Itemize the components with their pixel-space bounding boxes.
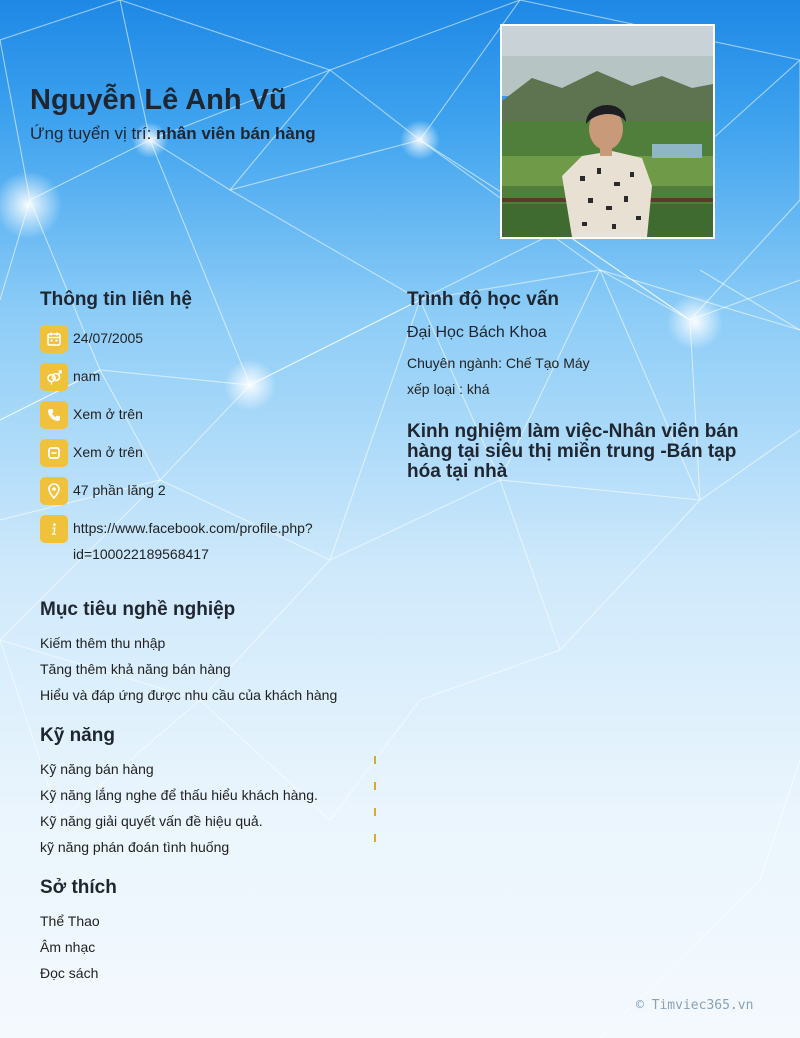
website-line-2: id=100022189568417 bbox=[73, 546, 209, 562]
profile-photo bbox=[500, 24, 715, 239]
email-text: Xem ở trên bbox=[73, 444, 143, 460]
list-item: Đọc sách bbox=[40, 965, 99, 981]
email-icon bbox=[40, 439, 68, 467]
address-text: 47 phần lăng 2 bbox=[73, 482, 166, 498]
contact-heading: Thông tin liên hệ bbox=[40, 289, 192, 310]
website-text[interactable] bbox=[73, 515, 313, 567]
skill-mark bbox=[374, 834, 376, 842]
list-item: Kiếm thêm thu nhập bbox=[40, 635, 166, 651]
contact-website bbox=[40, 515, 313, 567]
list-item: Âm nhạc bbox=[40, 939, 96, 955]
skill-level-marks bbox=[374, 756, 376, 860]
list-item: Tăng thêm khả năng bán hàng bbox=[40, 661, 231, 677]
phone-icon bbox=[40, 401, 68, 429]
skill-mark bbox=[374, 782, 376, 790]
website-line-1: https://www.facebook.com/profile.php? bbox=[73, 520, 313, 536]
education-heading: Trình độ học vấn bbox=[407, 289, 560, 310]
hobbies-list bbox=[40, 908, 100, 986]
education-grade: xếp loại : khá bbox=[407, 381, 490, 397]
list-item: Kỹ năng giải quyết vấn đề hiệu quả. bbox=[40, 813, 263, 829]
position-line bbox=[30, 124, 316, 144]
skill-mark bbox=[374, 756, 376, 764]
position-label: Ứng tuyển vị trí: bbox=[30, 124, 157, 143]
candidate-name: Nguyễn Lê Anh Vũ bbox=[30, 84, 287, 116]
gender-text: nam bbox=[73, 368, 101, 384]
list-item: Kỹ năng lắng nghe để thấu hiểu khách hàng. bbox=[40, 787, 318, 803]
list-item: Kỹ năng bán hàng bbox=[40, 761, 154, 777]
list-item: kỹ năng phán đoán tình huống bbox=[40, 839, 230, 855]
gender-icon bbox=[40, 363, 68, 391]
footer-brand: © Timviec365.vn bbox=[636, 998, 754, 1013]
career-goals-list bbox=[40, 630, 337, 708]
school-name: Đại Học Bách Khoa bbox=[407, 324, 547, 341]
phone-text: Xem ở trên bbox=[73, 406, 143, 422]
education-major: Chuyên ngành: Chế Tạo Máy bbox=[407, 355, 590, 371]
contact-gender bbox=[40, 363, 100, 391]
career-goals-heading: Mục tiêu nghề nghiệp bbox=[40, 599, 236, 620]
skills-heading: Kỹ năng bbox=[40, 725, 115, 746]
birthdate-text: 24/07/2005 bbox=[73, 330, 144, 346]
skill-mark bbox=[374, 808, 376, 816]
position-value: nhân viên bán hàng bbox=[156, 124, 316, 143]
list-item: Thể Thao bbox=[40, 913, 100, 929]
hobbies-heading: Sở thích bbox=[40, 877, 117, 898]
contact-email bbox=[40, 439, 143, 467]
calendar-icon bbox=[40, 325, 68, 353]
skills-list bbox=[40, 756, 318, 860]
contact-address bbox=[40, 477, 166, 505]
location-icon bbox=[40, 477, 68, 505]
contact-birthdate bbox=[40, 325, 143, 353]
list-item: Hiểu và đáp ứng được nhu cầu của khách hàng bbox=[40, 687, 338, 703]
contact-phone bbox=[40, 401, 143, 429]
info-icon bbox=[40, 515, 68, 543]
experience-heading: Kinh nghiệm làm việc-Nhân viên bán hàng tại siêu thị miền trung -Bán tạp hóa tại nhà bbox=[407, 421, 739, 482]
